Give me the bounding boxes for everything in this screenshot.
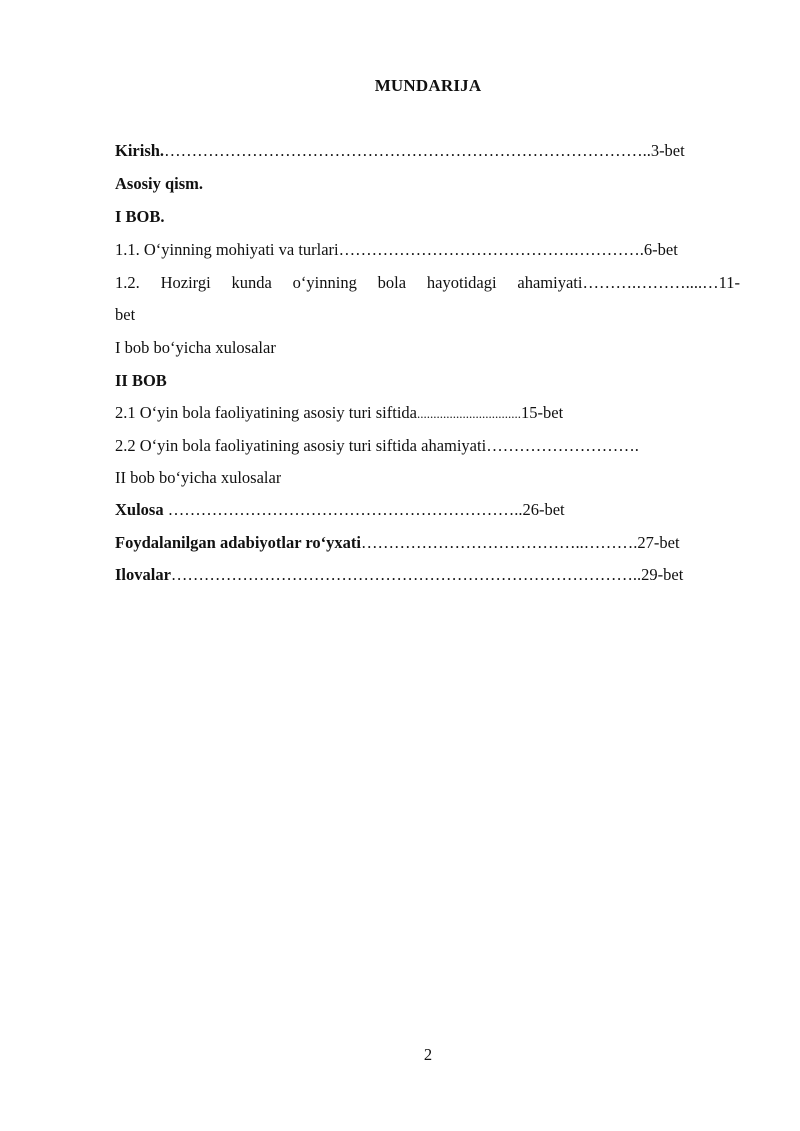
toc-word: bola [377,273,407,292]
toc-entry-2-1 [115,402,563,424]
toc-dot-leader: ……………………………………………………….. [163,500,523,519]
toc-entry-1-1 [115,239,740,261]
toc-entry-bob1-xulosa: I bob bo‘yicha xulosalar [115,338,276,357]
toc-dot-leader: ................................ [417,406,521,421]
toc-heading-asosiy: Asosiy qism. [115,174,204,193]
toc-page-ref: 15-bet [521,403,564,422]
toc-entry-2-2 [115,435,639,457]
toc-word: o‘yinning [292,273,357,292]
toc-word: hayotidagi [426,273,497,292]
toc-entry-xulosa [115,499,565,521]
toc-dot-leader: …………………………………………………………………………….. [164,141,651,160]
toc-entry-bob2-xulosa: II bob bo‘yicha xulosalar [115,468,282,487]
toc-heading-bob2: II BOB [115,371,167,390]
toc-heading-bob1: I BOB. [115,207,165,226]
toc-entry-label: Ilovalar [115,565,171,584]
toc-entry-label: Kirish. [115,141,165,160]
toc-entry-1-2-wrap: bet [115,305,136,324]
toc-page-ref: 26-bet [522,500,565,519]
toc-page-ref: 3-bet [650,141,685,160]
toc-word: kunda [231,273,272,292]
toc-page-ref: 6-bet [643,240,678,259]
toc-entry-ilovalar [115,564,740,586]
page-number: 2 [423,1045,433,1064]
toc-entry-label: 2.1 O‘yin bola faoliyatining asosiy turi siftida [115,403,417,422]
toc-word: 1.2. [115,273,140,292]
toc-entry-label: Foydalanilgan adabiyotlar ro‘yxati [115,533,362,552]
page-title: MUNDARIJA [374,76,482,95]
toc-page-ref: 27-bet [637,533,680,552]
toc-dot-leader: …………………………………….…………. [338,240,644,259]
toc-entry-adabiyotlar [115,532,740,554]
toc-dot-leader: …………………………………..………. [361,533,638,552]
toc-entry-1-2 [115,272,740,294]
toc-entry-label: Xulosa [115,500,164,519]
toc-word: ahamiyati……….………....…11- [517,273,740,292]
toc-entry-label: 2.2 O‘yin bola faoliyatining asosiy turi siftida ahamiyati [115,436,487,455]
toc-page-ref: 29-bet [641,565,684,584]
toc-dot-leader: ………………………. [486,436,639,455]
toc-word: Hozirgi [160,273,211,292]
toc-entry-kirish [115,140,740,162]
toc-entry-label: 1.1. O‘yinning mohiyati va turlari [115,240,339,259]
toc-dot-leader: ………………………………………………………………………….. [170,565,642,584]
